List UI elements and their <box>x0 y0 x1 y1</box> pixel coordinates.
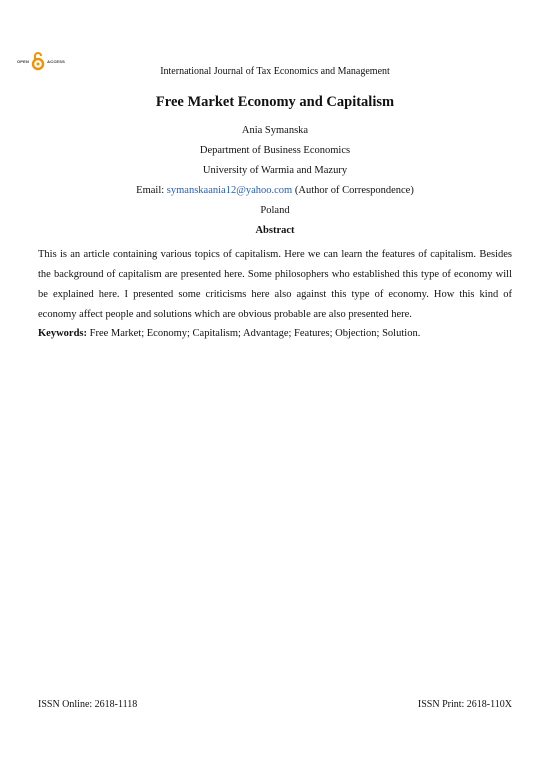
keywords-label: Keywords: <box>38 328 87 339</box>
keywords-text: Free Market; Economy; Capitalism; Advantage; Features; Objection; Solution. <box>87 328 421 339</box>
logo-word-open: OPEN <box>17 58 30 64</box>
author-email-line <box>0 185 550 196</box>
author-university: University of Warmia and Mazury <box>202 165 348 176</box>
article-title: Free Market Economy and Capitalism <box>155 94 395 110</box>
email-label: Email: <box>136 185 167 196</box>
author-department: Department of Business Economics <box>199 145 351 156</box>
abstract-heading: Abstract <box>255 225 295 236</box>
footer-issn-print: ISSN Print: 2618-110X <box>417 699 512 710</box>
author-name: Ania Symanska <box>241 125 309 136</box>
footer-issn-online: ISSN Online: 2618-1118 <box>38 699 138 710</box>
logo-word-access: ACCESS <box>47 58 66 64</box>
journal-name: International Journal of Tax Economics and Management <box>160 66 390 77</box>
author-country: Poland <box>260 205 290 216</box>
email-link[interactable]: symanskaania12@yahoo.com <box>166 185 293 196</box>
keywords-line <box>38 328 512 339</box>
abstract-text: This is an article containing various topics of capitalism. Here we can learn the features of capitalism. Besides the background of capitalism are presented here. Some philosophers who established this type of economy will be explained here. I presented some criticisms here also against this type of economy. How this kind of economy affect people and solutions which are obvious probable are also presented here. <box>38 249 512 320</box>
email-note: (Author of Correspondence) <box>292 185 414 196</box>
